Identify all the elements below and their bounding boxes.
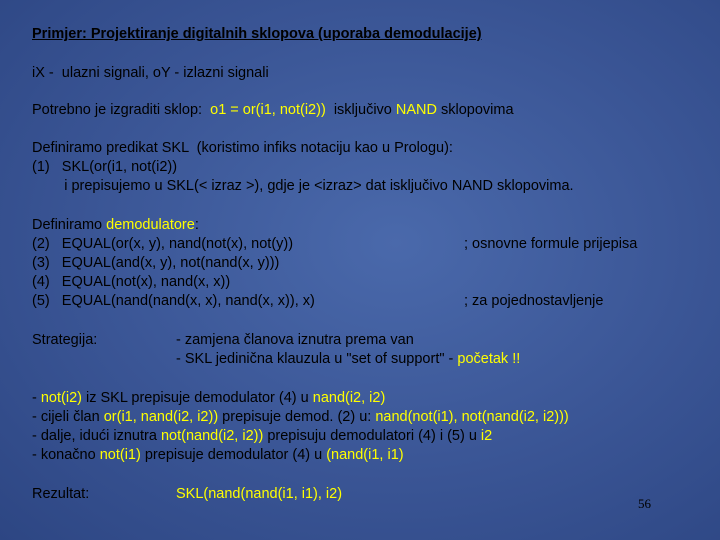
demodulator-rule: (2) EQUAL(or(x, y), nand(not(x), not(y)) bbox=[32, 236, 294, 252]
comment-simplify: ; za pojednostavljenje bbox=[464, 293, 604, 309]
result-label: Rezultat: bbox=[32, 486, 90, 502]
step-highlight: nand(not(i1), not(nand(i2, i2))) bbox=[375, 409, 569, 425]
demodulator-intro-suffix: : bbox=[194, 217, 199, 233]
result-value: SKL(nand(nand(i1, i1), i2) bbox=[176, 486, 343, 502]
task-nand: NAND bbox=[395, 102, 437, 118]
step-text: - dalje, idući iznutra bbox=[32, 428, 161, 444]
task-line bbox=[32, 102, 514, 119]
demodulator-rule: (3) EQUAL(and(x, y), not(nand(x, y))) bbox=[32, 255, 280, 271]
strategy-label: Strategija: bbox=[32, 332, 98, 348]
step-text: iz SKL prepisuje demodulator (4) u bbox=[81, 390, 313, 406]
demodulator-intro-highlight: demodulatore bbox=[106, 217, 195, 233]
slide-title: Primjer: Projektiranje digitalnih sklopova (uporaba demodulacije) bbox=[32, 26, 482, 42]
step-highlight: not(i2) bbox=[40, 390, 82, 406]
predicate-line-2: (1) SKL(or(i1, not(i2)) bbox=[32, 159, 178, 175]
demodulator-rule: (4) EQUAL(not(x), nand(x, x)) bbox=[32, 274, 231, 290]
demodulator-intro bbox=[32, 217, 199, 234]
step-text: - bbox=[32, 390, 41, 406]
step-text: prepisuje demodulator (4) u bbox=[140, 447, 327, 463]
step-highlight: not(i1) bbox=[99, 447, 141, 463]
strategy-line-2 bbox=[176, 351, 520, 368]
step-text: - cijeli član bbox=[32, 409, 104, 425]
strategy-line-2-prefix: - SKL jedinična klauzula u "set of support" - bbox=[176, 351, 458, 367]
demodulator-rule: (5) EQUAL(nand(nand(x, x), nand(x, x)), x) bbox=[32, 293, 315, 309]
step-text: - konačno bbox=[32, 447, 100, 463]
step-highlight: or(i1, nand(i2, i2)) bbox=[103, 409, 219, 425]
task-suffix: sklopovima bbox=[436, 102, 514, 118]
task-prefix: Potrebno je izgraditi sklop: bbox=[32, 102, 211, 118]
task-formula: o1 = or(i1, not(i2)) bbox=[210, 102, 326, 118]
predicate-line-3: i prepisujemo u SKL(< izraz >), gdje je <izraz> dat isključivo NAND sklopovima. bbox=[32, 178, 574, 194]
strategy-line-1: - zamjena članova iznutra prema van bbox=[176, 332, 414, 348]
step-highlight: (nand(i1, i1) bbox=[326, 447, 404, 463]
step-4 bbox=[32, 447, 404, 464]
step-1 bbox=[32, 390, 385, 407]
io-description: iX - ulazni signali, oY - izlazni signali bbox=[32, 65, 269, 81]
predicate-line-1: Definiramo predikat SKL (koristimo infiks notaciju kao u Prologu): bbox=[32, 140, 453, 156]
step-text: prepisuje demod. (2) u: bbox=[218, 409, 376, 425]
demodulator-intro-prefix: Definiramo bbox=[32, 217, 107, 233]
strategy-start-highlight: početak !! bbox=[457, 351, 521, 367]
task-middle: isključivo bbox=[325, 102, 396, 118]
comment-basic: ; osnovne formule prijepisa bbox=[464, 236, 638, 252]
step-3 bbox=[32, 428, 492, 445]
step-highlight: not(nand(i2, i2)) bbox=[160, 428, 264, 444]
step-text: prepisuju demodulatori (4) i (5) u bbox=[263, 428, 481, 444]
page-number: 56 bbox=[638, 496, 651, 511]
step-2 bbox=[32, 409, 569, 426]
step-highlight: i2 bbox=[480, 428, 493, 444]
step-highlight: nand(i2, i2) bbox=[312, 390, 386, 406]
